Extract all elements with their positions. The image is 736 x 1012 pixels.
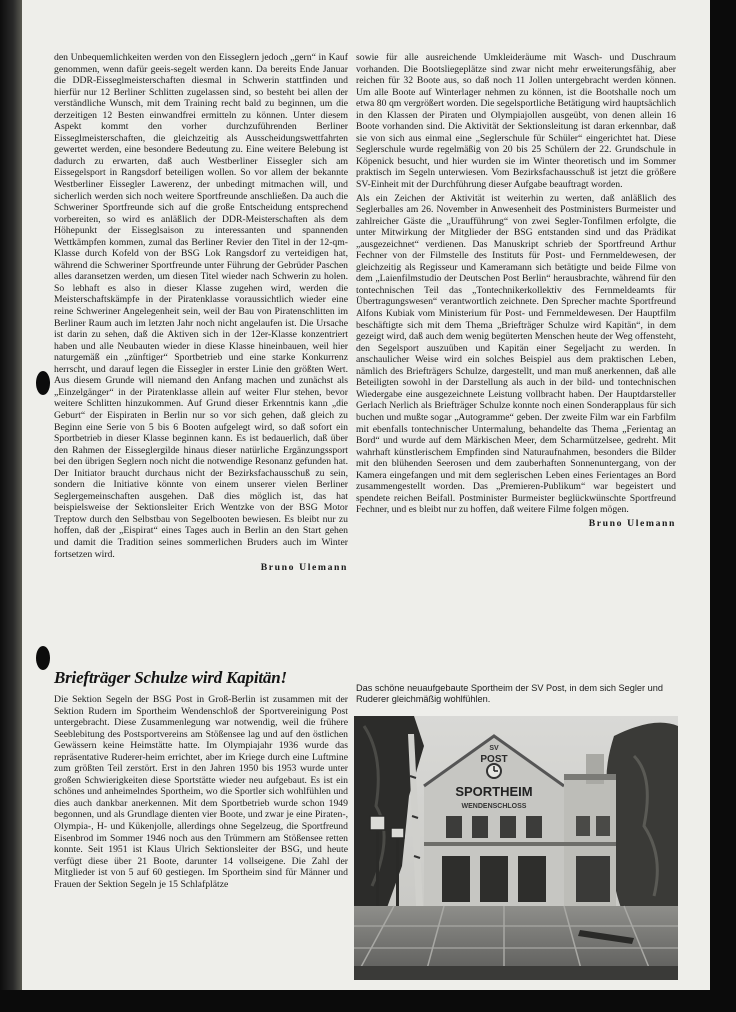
article-post-signature: Bruno Ulemann (588, 517, 676, 529)
photo-caption: Das schöne neuaufgebaute Sportheim der SV Post, in dem sich Segler und Ruderer gleichmäßig wohlfühlen. (356, 683, 663, 705)
scan-border-bottom (0, 990, 736, 1012)
punch-hole-top (36, 371, 50, 395)
sign-sv: SV (489, 745, 499, 752)
scan-border-right (710, 0, 736, 1012)
article-post-body-right-2 (356, 193, 676, 516)
sign-wendenschloss: WENDENSCHLOSS (461, 803, 527, 810)
article-eissegeln-signature: Bruno Ulemann (260, 562, 348, 574)
article-post-left-column (54, 694, 348, 890)
article-eissegeln-column (54, 52, 348, 574)
article-eissegeln-body: den Unbequemlichkeiten werden von den Eisseglern jedoch „gern“ in Kauf genommen, wenn dafür geeis-segelt werden kann. Da bereits Ende Januar die DDR-Eisseglmeisterschaften diesmal in Schwerin stattfinden und hierfür nur 12 Berliner Schlitten zugelassen sind, so besteht bei allen der verständliche Wunsch, mit dem Training recht bald zu beginnen, um die derzeitigen 12 Besten einwandfrei ermitteln zu können. Unter diesem Aspekt kommt den vorher durchzuführenden Berliner Eisseglmeisterschaften, die gleichzeitig als Ausscheidungswettfahrten gewertet werden, eine besondere Bedeutung zu. Eine weitere Belebung ist dadurch zu erwarten, daß auch Westberliner Eissegler sich am Eissegelsport in Rangsdorf beteiligen wollen. So vor allem der bekannte Westberliner Eissegler Lawerenz, der unbedingt mitmachen will, und sicherlich werden sich noch weitere Sportfreunde anschließen. Da auch die Schweriner Sportfreunde sich auf die große Entscheidung entsprechend vorbereiten, so wird es anläßlich der DDR-Meisterschaften als dem Höhepunkt der Eisseglsaison zu interessanten und spannenden Wettkämpfen kommen, zumal das Berliner Revier den Titel in der 12-qm-Klasse durch Kofeld von der BSG Lok Rangsdorf zu verteidigen hat, während die Schweriner Sportfreunde unter Führung der Gebrüder Paschen alles daransetzen werden, um diesen Titel wieder nach Schwerin zu holen. So lebhaft es also in dieser Klasse zugehen wird, werden die Meisterschaftskämpfe in der Piratenklasse voraussichtlich wieder eine reine Schweriner Angelegenheit sein, weil der Bau von Piratenschlitten im Berliner Raum auch im letzten Jahr noch nicht angelaufen ist. Die Ursache ist darin zu sehen, daß die Aktiven sich in der 12er-Klasse konzentriert haben und alle Neubauten wieder in diese Klasse hineinbauen, weil hier naturgemäß ein „zünftiger“ Sportbetrieb und eine starke Konkurrenz herrscht, und darauf legen die Eissegler in erster Linie den größten Wert. Aus diesem Grunde will niemand den Anfang machen und zunächst als „Einzelgänger“ in der Piratenklasse allein auf weiter Flur stehen, bevor weitere Schlitten hinzukommen. Auf Grund dieser Erkenntnis kann „die Geburt“ der Eispiraten in Berlin nur so vor sich gehen, daß gleich zu Beginn eine Serie von 5 bis 6 Booten aufgelegt wird, so daß sofort ein Sportbetrieb in dieser Klasse beginnen kann. Es ist bedauerlich, daß über den Rahmen der Eisseglergilde hinaus dieser natürliche Ergänzungssport bei den übrigen Seglern noch nicht die notwendige Resonanz gefunden hat. Der Initiator braucht durchaus nicht der Bezirksfachausschuß zu sein, sondern die Initiative könnte von einem unserer vielen Berliner Seglergemeinschaften ausgehen. Daß dies möglich ist, das hat beispielsweise der Sektionsleiter Erich Wentzke von der BSG Motor Treptow durch den Selbstbau von Segelbooten bewiesen. Es bleibt nur zu hoffen, daß der „Eispirat“ eines Tages auch in Berlin an den Start gehen und damit die Tradition seines sommerlichen Bruders auch im Winter fortsetzen wird. (54, 52, 348, 560)
sign-sportheim: SPORTHEIM (455, 784, 533, 799)
article-post-body-right-2-text: Als ein Zeichen der Aktivität ist weiterhin zu werten, daß anläßlich des Seglerballes am 26. November in Anwesenheit des Postministers Burmeister und zahlreicher Gäste die „Uraufführung“ von zwei Segler-Tonfilmen erfolgte, die unter Mitwirkung der Mitglieder der BSG entstanden sind und das Prädikat „ausgezeichnet“ verdienen. Das Manuskript schrieb der Sportfreund Arthur Fechner von der Filmstelle des Instituts für Post- und Fernmeldewesen, der gleichzeitig als Regisseur und Kameramann sich betätigte und beide Filme von dem „Laienfilmstudio der Deutschen Post Berlin“ herausbrachte, während für den tontechnischen Teil das „Tontechnikerkollektiv des Fernmeldeamts für Übertragungswesen“ verantwortlich zeichnete. Den Sprecher machte Sportfreund Alfons Kubiak vom Ministerium für Post- und Fernmeldewesen. Der Hauptfilm beschäftigte sich mit dem Thema „Briefträger Schulze wird Kapitän“, in dem gezeigt wird, daß auch dem wenig begüterten Menschen heute der Weg offensteht, den Segelsport auszuüben und Kapitän einer Segeljacht zu werden. In anschaulicher Weise wird ein solches Beispiel aus dem praktischen Leben, nämlich des Briefträgers Schulze, dargestellt, und man muß anerkennen, daß alle Beteiligten sowohl in der Darstellung als auch in der bild- und tontechnischen Wiedergabe eine ausgezeichnete Leistung vollbracht haben. Der Hauptdarsteller Gerlach Nerlich als Briefträger Schulze konnte noch einen Sonderapplaus für sich buchen und mußte sogar „Autogramme“ geben. Der zweite Film war ein Farbfilm mit ebenfalls tontechnischer Untermalung, behandelte das Thema „Ferientag an Bord“ und wurde auf dem Märkischen Meer, dem Scharmützelsee, gedreht. Mit wahrhaft künstlerischem Empfinden sind Naturaufnahmen, besonders die Bilder mit den blühenden Seerosen und dem zauberhaften Sonnenuntergang, von der Kamera eingefangen und mit dem seglerischen Leben eines Ferientages an Bord zusammengestellt worden. Das „Premieren-Publikum“ war begeistert und spendete reichen Beifall. Postminister Burmeister beglückwünschte Sportfreund Fechner, und es bleibt nur zu hoffen, daß weitere Filme folgen mögen. (356, 192, 676, 516)
sign-post: POST (480, 754, 508, 765)
article-headline: Briefträger Schulze wird Kapitän! (54, 668, 287, 687)
article-post-right-column (356, 52, 676, 529)
magazine-page (22, 0, 710, 990)
punch-hole-bottom (36, 646, 50, 670)
sportheim-photo (354, 716, 678, 980)
article-post-body-left: Die Sektion Segeln der BSG Post in Groß-Berlin ist zusammen mit der Sektion Rudern im Sportheim Wendenschloß der Sportvereinigung Post untergebracht. Diese Zusammenlegung war notwendig, weil die frühere Seeblebitung des Postsportvereins am Stößensee lag und auf den östlichen Gewässern keine Heimstätte hatte. Im Olympiajahr 1936 wurde das repräsentative Ruderer-heim errichtet, aber im Kriege durch eine Luftmine zum größten Teil zerstört. Erst in den Jahren 1950 bis 1953 wurde unter großen Schwierigkeiten diese Sportstätte wieder neu aufgebaut. Es ist ein schönes und anheimelndes Sportheim, wo die Sportler sich wohlfühlen und dies auch dankbar anerkennen. Mit dem Sportbetrieb wurde schon 1949 begonnen, und als Grundlage dienten vier Boote, und zwar je eine Piraten-, Olympia-, H- und Kükenjolle, allerdings ohne Segelzeug, die Sportfreund Eisenbrod im Sommer 1946 noch aus den Trümmern am Stößensee retten konnte. Seit 1951 ist Klaus Ulrich Sektionsleiter der BSG, und heute verfügt diese über 21 Boote, darunter 14 vollseigene. Die Zahl der Mitglieder ist von 5 auf 60 gestiegen. Im Sportheim sind für Männer und Frauen der Sektion Segeln je 15 Schlafplätze (54, 694, 348, 890)
scan-border-left (0, 0, 22, 1012)
sportheim-photo-image (354, 716, 678, 980)
article-post-body-right-1: sowie für alle ausreichende Umkleideräume mit Wasch- und Duschraum vorhanden. Die Bootsliegeplätze sind zwar nicht mehr erweiterungsfähig, aber reichen für 32 Boote aus, so daß noch 11 Jollen untergebracht werden können. Um alle Boote auf Winterlager nehmen zu können, ist die Bootshalle noch um etwa 80 qm vergrößert worden. Die segelsportliche Betätigung wird hauptsächlich in den Klassen der Piraten und Olympiajollen ausgeübt, von denen allein 16 Boote vorhanden sind. Die Aktivität der Sektionsleitung ist daran erkennbar, daß sie von sich aus einmal eine „Seglerschule für Schüler“ eingerichtet hat. Diese Seglerschule wurde regelmäßig von 20 bis 25 Schülern der 22. Grundschule in Köpenick besucht, und hier wurden sie im Winter theoretisch und im Sommer praktisch im Segeln unterwiesen. Vom Bezirksfachausschuß ist jetzt die größere SV-Einheit mit der Durchführung dieser Aufgabe beauftragt worden. (356, 52, 676, 191)
